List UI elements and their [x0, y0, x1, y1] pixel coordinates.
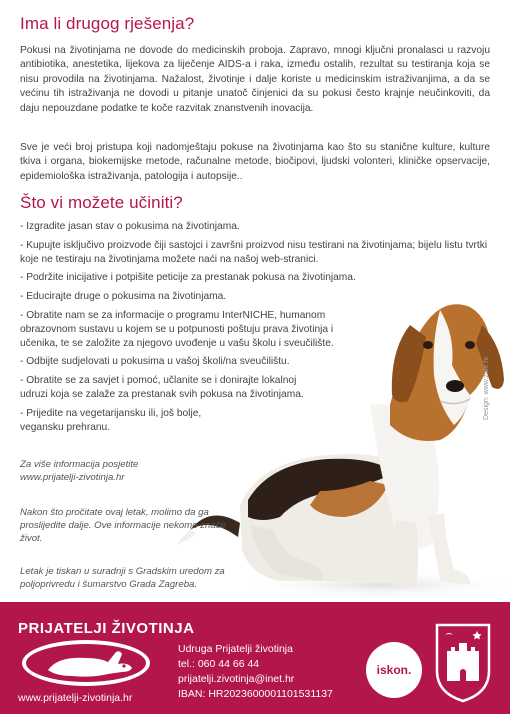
sponsor-logo: [366, 642, 422, 698]
website-link[interactable]: www.prijatelji-zivotinja.hr: [18, 692, 133, 704]
email-address[interactable]: prijatelji.zivotinja@inet.hr: [178, 673, 295, 685]
phone-number: tel.: 060 44 66 44: [178, 658, 260, 670]
list-item: - Obratite nam se za informacije o programu InterNICHE, humanom obrazovnom sustavu u kojem se u potpunosti poštuju prava životinja i učenika, te se založite za njegovo uvođenje u vašu školu i sveučilište.: [20, 309, 334, 349]
rabbit-icon: [38, 642, 138, 682]
partner-note: Letak je tiskan u suradnji s Gradskim uredom za poljoprivredu i šumarstvo Grada Zagreba.: [20, 566, 225, 590]
org-name: Udruga Prijatelji životinja: [178, 643, 293, 655]
list-item: - Educirajte druge o pokusima na životinjama.: [20, 291, 227, 303]
list-item: - Kupujte isključivo proizvode čiji sastojci i završni proizvod nisu testirani na životinjama; bijelu listu tvrtki koje ne testiraju na životinjama možete naći na našoj web-stranici.: [20, 239, 488, 265]
list-item: - Obratite se za savjet i pomoć, učlanite se i donirajte lokalnoj udruzi koja se zalaže za prestanak svih pokusa na životinjama.: [20, 375, 304, 400]
iban: IBAN: HR2023600001101531137: [178, 688, 333, 700]
alternatives-paragraph: Sve je veći broj pristupa koji nadomještaju pokuse na životinjama kao što su stanične kulture, kulture tkiva i organa, biokemijske metode, računalne metode, biočipovi, ljudski volonteri, kliničke opservacije, epidemiološka istraživanja, patologija i autopsije..: [20, 142, 490, 182]
share-note: Nakon što pročitate ovaj letak, molimo da ga proslijedite dalje. Ove informacije nekome znače život.: [20, 507, 226, 544]
list-item: - Podržite inicijative i potpišite peticije za prestanak pokusa na životinjama.: [20, 272, 356, 284]
intro-paragraph: Pokusi na životinjama ne dovode do medicinskih proboja. Zapravo, mnogi ključni pronalasci u razvoju antibiotika, anestetika, lijekova za liječenje AIDS-a i raka, između ostalih, rezultat su testiranja koja se nisu provodila na životinjama. Nažalost, životinje i dalje koriste u medicinskim istraživanjima, a da se većinu tih istraživanja ne dovodi u pitanje unatoč činjenici da su pokusi često krajnje neučinkoviti, da daju nepouzdane podatke te koče razvitak znanstvenih inovacija.: [20, 45, 490, 114]
section-heading-alternatives: Ima li drugog rješenja?: [20, 14, 195, 33]
section-heading-actions: Što vi možete učiniti?: [20, 193, 183, 212]
more-info-note: Za više informacija posjetite www.prijatelji-zivotinja.hr: [20, 459, 139, 483]
logo-text: PRIJATELJI ŽIVOTINJA: [18, 620, 195, 637]
list-item: - Odbijte sudjelovati u pokusima u vašoj školi/na sveučilištu.: [20, 356, 290, 368]
sponsor-name: iskon.: [376, 663, 412, 677]
design-credit: Design: www.zale.hr: [483, 356, 490, 420]
list-item: - Izgradite jasan stav o pokusima na životinjama.: [20, 221, 240, 232]
zagreb-crest-icon: [433, 621, 493, 703]
contact-block: [178, 642, 333, 702]
footer-bar: [0, 602, 510, 714]
list-item: - Prijedite na vegetarijansku ili, još bolje, vegansku prehranu.: [20, 407, 202, 433]
action-list: [20, 220, 490, 439]
